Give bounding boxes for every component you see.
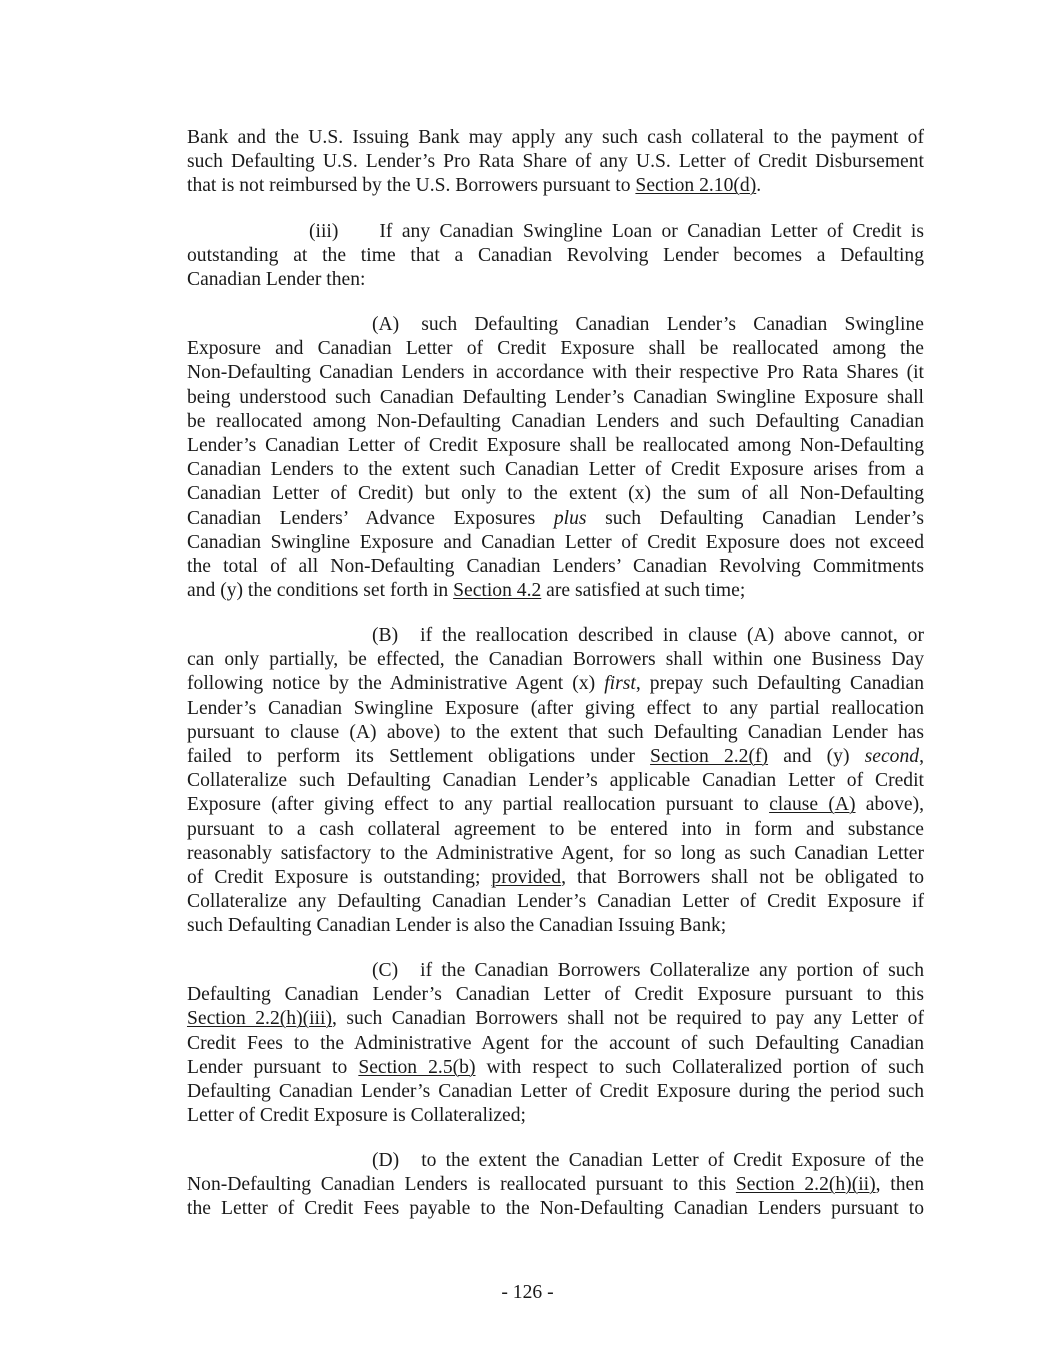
clause-reference[interactable]: clause (A)	[769, 794, 856, 816]
clause-b-paragraph	[187, 624, 924, 939]
text-line: can only partially, be effected, the Canadian Borrowers shall within one Business Day	[187, 649, 924, 671]
text-line: Exposure and Canadian Letter of Credit Exposure shall be reallocated among the	[187, 338, 924, 360]
text-line: of Credit Exposure is outstanding; provided, that Borrowers shall not be obligated to	[187, 867, 924, 889]
text-line: failed to perform its Settlement obligations under Section 2.2(f) and (y) second,	[187, 746, 924, 768]
text-line: Letter of Credit Exposure is Collateralized;	[187, 1105, 526, 1127]
text-line: such Defaulting Canadian Lender is also the Canadian Issuing Bank;	[187, 915, 727, 937]
text-line: Lender’s Canadian Letter of Credit Exposure shall be reallocated among Non-Defaulting	[187, 435, 924, 457]
clause-marker: (C)	[372, 960, 399, 981]
clause-marker: (A)	[372, 314, 400, 335]
clause-d-paragraph	[187, 1149, 924, 1222]
text-line: Bank and the U.S. Issuing Bank may apply any such cash collateral to the payment of	[187, 127, 924, 148]
text-line: and (y) the conditions set forth in Section 4.2 are satisfied at such time;	[187, 580, 746, 602]
clause-iii-paragraph	[187, 220, 924, 293]
text-line: (A) such Defaulting Canadian Lender’s Canadian Swingline	[372, 314, 924, 335]
text-line: the Letter of Credit Fees payable to the Non-Defaulting Canadian Lenders pursuant to	[187, 1198, 924, 1220]
text-line: outstanding at the time that a Canadian Revolving Lender becomes a Defaulting	[187, 245, 924, 267]
text-line: pursuant to clause (A) above) to the extent that such Defaulting Canadian Lender has	[187, 721, 924, 743]
proviso-term: provided	[491, 867, 562, 889]
text-line: Canadian Lenders’ Advance Exposures plus such Defaulting Canadian Lender’s	[187, 507, 924, 529]
text-line: (iii) If any Canadian Swingline Loan or Canadian Letter of Credit is	[309, 221, 924, 242]
text-line: being understood such Canadian Defaulting Lender’s Canadian Swingline Exposure shall	[187, 386, 924, 408]
text-line: Lender pursuant to Section 2.5(b) with respect to such Collateralized portion of such	[187, 1056, 924, 1078]
section-reference[interactable]: Section 2.10(d)	[635, 175, 757, 197]
text-line: Section 2.2(h)(iii), such Canadian Borrowers shall not be required to pay any Letter of	[187, 1008, 925, 1030]
text-line: (D) to the extent the Canadian Letter of Credit Exposure of the	[372, 1150, 924, 1171]
text-line: (B) if the reallocation described in clause (A) above cannot, or	[372, 625, 924, 646]
text-line: Canadian Letter of Credit) but only to the extent (x) the sum of all Non-Defaulting	[187, 483, 924, 505]
text-line: Canadian Swingline Exposure and Canadian Letter of Credit Exposure does not exceed	[187, 531, 924, 553]
text-line: Lender’s Canadian Swingline Exposure (after giving effect to any partial reallocation	[187, 697, 924, 719]
section-reference[interactable]: Section 2.2(h)(iii)	[187, 1008, 332, 1030]
text-line: reasonably satisfactory to the Administrative Agent, for so long as such Canadian Letter	[187, 842, 924, 864]
continuation-paragraph	[187, 126, 924, 199]
clause-marker: (B)	[372, 625, 399, 646]
section-reference[interactable]: Section 2.2(f)	[650, 746, 769, 768]
section-reference[interactable]: Section 2.2(h)(ii)	[735, 1174, 876, 1196]
text-line: Non-Defaulting Canadian Lenders is reallocated pursuant to this Section 2.2(h)(ii), then	[187, 1174, 924, 1196]
text-line: Collateralize any Defaulting Canadian Lender’s Canadian Letter of Credit Exposure if	[187, 891, 924, 913]
text-line: Defaulting Canadian Lender’s Canadian Letter of Credit Exposure pursuant to this	[187, 984, 924, 1006]
text-line: Collateralize such Defaulting Canadian Lender’s applicable Canadian Letter of Credit	[187, 770, 924, 792]
section-reference[interactable]: Section 2.5(b)	[358, 1056, 476, 1078]
clause-marker: (D)	[372, 1150, 400, 1171]
text-line: the total of all Non-Defaulting Canadian Lenders’ Canadian Revolving Commitments	[187, 556, 924, 578]
section-reference[interactable]: Section 4.2	[453, 580, 542, 602]
clause-c-paragraph	[187, 959, 924, 1128]
text-line: pursuant to a cash collateral agreement to be entered into in form and substance	[187, 818, 924, 840]
clause-a-paragraph	[187, 313, 924, 603]
text-line: be reallocated among Non-Defaulting Canadian Lenders and such Defaulting Canadian	[187, 410, 924, 432]
text-line: Exposure (after giving effect to any partial reallocation pursuant to clause (A) above),	[187, 794, 924, 816]
text-line: (C) if the Canadian Borrowers Collateralize any portion of such	[372, 960, 924, 981]
text-line: such Defaulting U.S. Lender’s Pro Rata Share of any U.S. Letter of Credit Disbursement	[187, 151, 924, 173]
text-line: Non-Defaulting Canadian Lenders in accordance with their respective Pro Rata Shares (it	[187, 362, 924, 384]
clause-marker: (iii)	[309, 221, 339, 242]
text-line: that is not reimbursed by the U.S. Borrowers pursuant to Section 2.10(d).	[187, 175, 762, 197]
page-number: - 126 -	[501, 1282, 554, 1303]
text-line: Canadian Lender then:	[187, 269, 366, 291]
text-line: Canadian Lenders to the extent such Canadian Letter of Credit Exposure arises from a	[187, 459, 924, 481]
text-line: following notice by the Administrative Agent (x) first, prepay such Defaulting Canadian	[187, 673, 925, 695]
text-line: Defaulting Canadian Lender’s Canadian Letter of Credit Exposure during the period such	[187, 1081, 924, 1103]
text-line: Credit Fees to the Administrative Agent for the account of such Defaulting Canadian	[187, 1032, 924, 1054]
